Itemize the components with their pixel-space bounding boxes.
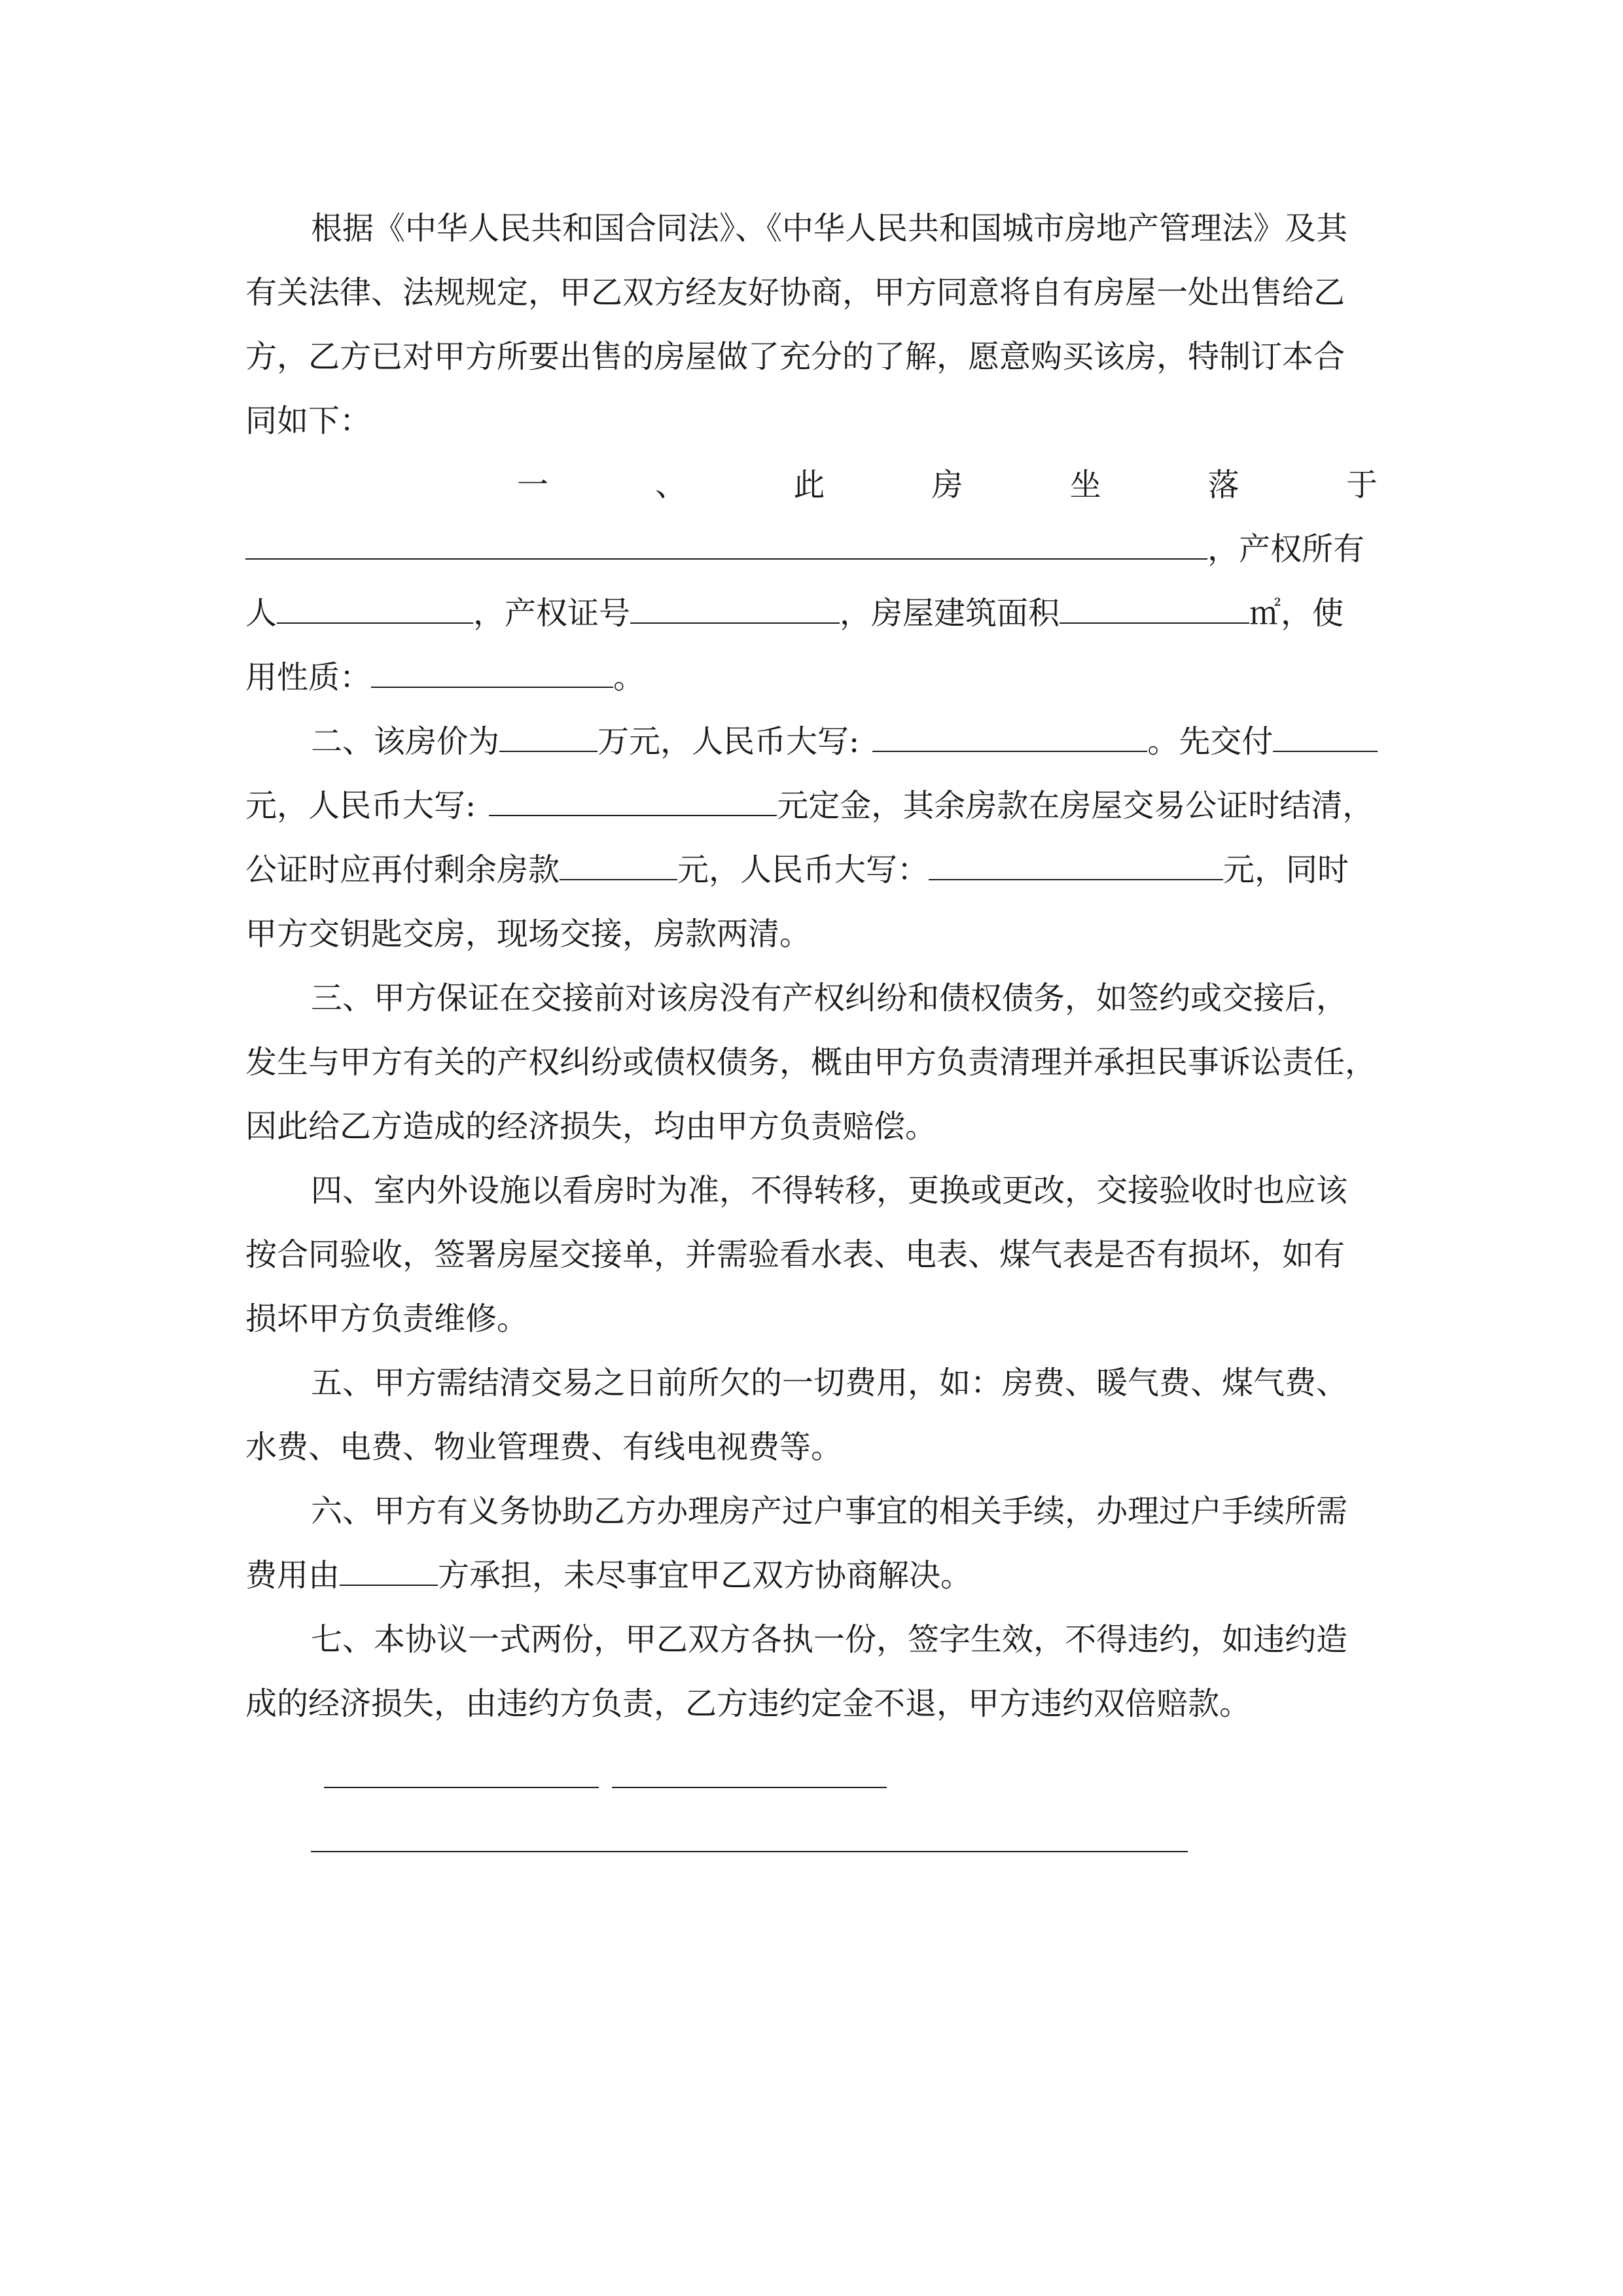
party-a-signature-blank[interactable]: [324, 1746, 599, 1788]
party-b-day-blank[interactable]: [1070, 1810, 1188, 1852]
clause1-heading-char: 房: [931, 467, 963, 503]
price-words-label: 万元，人民币大写:: [597, 723, 860, 760]
owner-blank[interactable]: [277, 582, 473, 624]
clause1-heading-char: 此: [793, 467, 825, 503]
area-unit: ㎡，使: [1249, 595, 1344, 632]
clause6-line-2: [245, 1543, 1378, 1607]
clause1-heading-char: 落: [1207, 467, 1240, 503]
fee-payer-label: 费用由: [245, 1557, 340, 1594]
clause1-heading: [517, 453, 1378, 517]
deposit-terms: 元定金，其余房款在房屋交易公证时结清，: [777, 787, 1374, 824]
clause1-heading-char: 、: [655, 467, 687, 503]
clause5-line-1: 五、甲方需结清交易之日前所欠的一切费用，如：房费、暖气费、煤气费、: [311, 1365, 1348, 1401]
clause1-heading-char: 一: [517, 467, 549, 503]
deposit-words-blank[interactable]: [489, 774, 777, 816]
remaining-words-blank[interactable]: [929, 838, 1223, 880]
clause1-line-3: [245, 581, 1378, 645]
clause2-line-4: 甲方交钥匙交房，现场交接，房款两清。: [245, 916, 812, 952]
clause4-line-3: 损坏甲方负责维修。: [245, 1300, 529, 1337]
clause3-line-2: 发生与甲方有关的产权纠纷或债权债务，概由甲方负责清理并承担民事诉讼责任，: [245, 1044, 1377, 1081]
deposit-words-label: 元，人民币大写:: [245, 787, 476, 824]
clause2-line-2: [245, 774, 1378, 838]
clause2-line-1: [311, 709, 1378, 774]
fee-payer-blank[interactable]: [340, 1544, 438, 1586]
party-a-day-blank[interactable]: [632, 1810, 749, 1852]
cert-number-blank[interactable]: [630, 582, 840, 624]
fee-payer-terms: 方承担，未尽事宜甲乙双方协商解决。: [438, 1557, 972, 1594]
remaining-words-label: 元，人民币大写：: [677, 852, 929, 888]
intro-line-4: 同如下：: [245, 403, 372, 439]
clause5-line-2: 水费、电费、物业管理费、有线电视费等。: [245, 1429, 843, 1465]
clause1-person-label: 人: [245, 595, 277, 632]
area-label: ，房屋建筑面积: [840, 595, 1060, 632]
clause1-line-4: [245, 645, 1378, 709]
clause6-line-1: 六、甲方有义务协助乙方办理房产过户事宜的相关手续，办理过户手续所需: [311, 1493, 1348, 1530]
area-blank[interactable]: [1060, 582, 1249, 624]
clause1-owner-label: ，产权所有: [1207, 531, 1365, 567]
party-a-year-blank[interactable]: [311, 1810, 488, 1852]
price-words-blank[interactable]: [872, 710, 1147, 752]
party-b-year-blank[interactable]: [749, 1810, 926, 1852]
remaining-tail: 元，同时: [1223, 852, 1349, 888]
signature-row: [311, 1736, 1378, 1800]
intro-line-2: 有关法律、法规规定，甲乙双方经友好协商，甲方同意将自有房屋一处出售给乙: [245, 274, 1346, 311]
clause7-line-2: 成的经济损失，由违约方负责，乙方违约定金不退，甲方违约双倍赔款。: [245, 1685, 1251, 1722]
clause3-line-3: 因此给乙方造成的经济损失，均由甲方负责赔偿。: [245, 1108, 937, 1145]
party-b-month-blank[interactable]: [926, 1810, 1070, 1852]
related-articles-heading: [311, 1983, 1378, 2047]
clause1-line-2: [245, 517, 1378, 581]
deposit-label: 。先交付: [1147, 723, 1274, 760]
usage-label: 用性质：: [245, 659, 372, 696]
cert-label: ，产权证号: [473, 595, 631, 632]
clause3-line-1: 三、甲方保证在交接前对该房没有产权纠纷和债权债务，如签约或交接后，: [311, 980, 1348, 1016]
date-row: [311, 1800, 1378, 1864]
price-label: 二、该房价为: [311, 723, 500, 760]
location-blank[interactable]: [245, 518, 1207, 560]
usage-period: 。: [613, 659, 645, 696]
intro-line-3: 方，乙方已对甲方所要出售的房屋做了充分的了解，愿意购买该房，特制订本合: [245, 338, 1346, 375]
remaining-blank[interactable]: [560, 838, 677, 880]
clause4-line-1: 四、室内外设施以看房时为准，不得转移，更换或更改，交接验收时也应该: [311, 1172, 1348, 1209]
clause2-line-3: [245, 838, 1378, 902]
deposit-blank[interactable]: [1273, 710, 1378, 752]
party-a-month-blank[interactable]: [488, 1810, 632, 1852]
remaining-label: 公证时应再付剩余房款: [245, 852, 560, 888]
clause4-line-2: 按合同验收，签署房屋交接单，并需验看水表、电表、煤气表是否有损坏，如有: [245, 1236, 1346, 1273]
clause1-heading-char: 坐: [1069, 467, 1101, 503]
party-b-signature-blank[interactable]: [612, 1746, 887, 1788]
clause7-line-1: 七、本协议一式两份，甲乙双方各执一份，签字生效，不得违约，如违约造: [311, 1621, 1348, 1658]
usage-blank[interactable]: [371, 646, 613, 688]
price-blank[interactable]: [499, 710, 597, 752]
clause1-heading-char: 于: [1346, 467, 1378, 503]
intro-line-1: 根据《中华人民共和国合同法》、《中华人民共和国城市房地产管理法》及其: [311, 210, 1348, 247]
